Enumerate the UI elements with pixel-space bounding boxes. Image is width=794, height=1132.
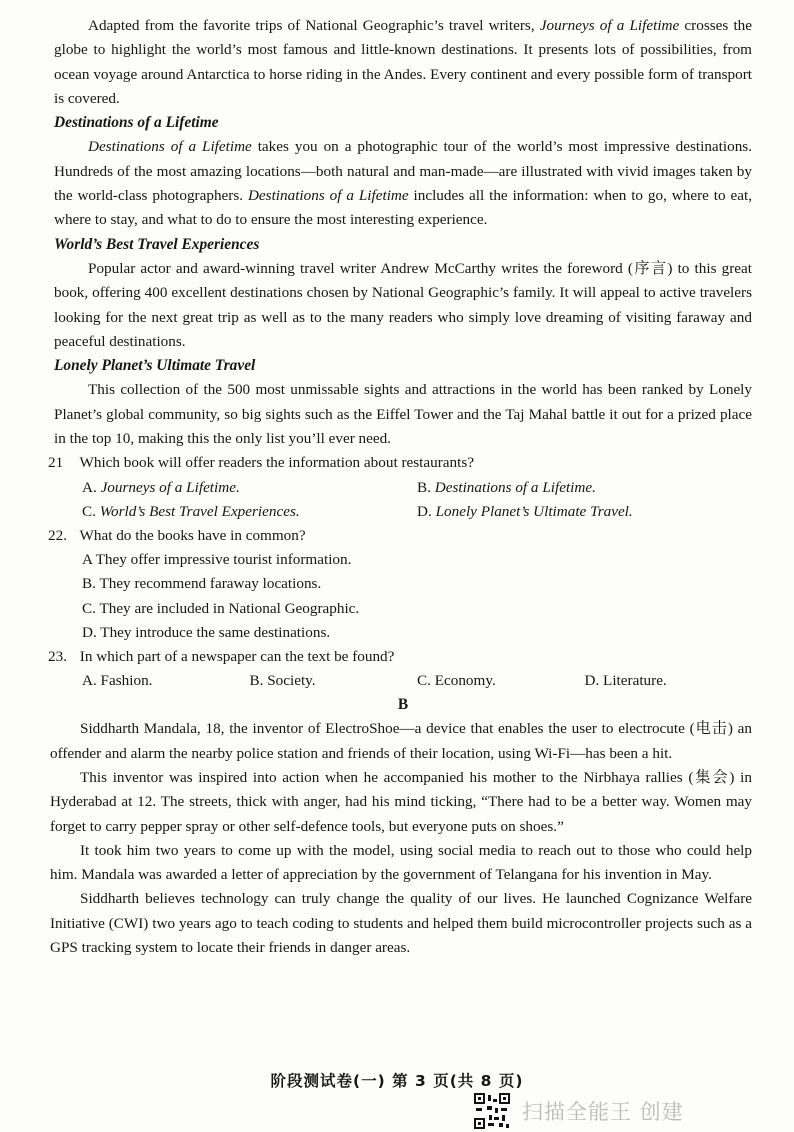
question-stem: Which book will offer readers the information about restaurants?: [79, 454, 474, 472]
option-a[interactable]: A They offer impressive tourist information.: [82, 551, 352, 569]
intro-paragraph: Adapted from the favorite trips of National Geographic’s travel writers, Journeys of a Lifetime crosses the globe to highlight the world’s most famous and little-known destinations. It presents lots of possibilities, from ocean voyage around Antarctica to horse riding in the Andes. Every continent and every possible form of transport is covered.: [54, 17, 752, 107]
book-paragraph-destinations: Destinations of a Lifetime takes you on a photographic tour of the world’s most impressive destinations. Hundreds of the most amazing locations—both natural and man-made—are illustrated with vivid images taken by the world-class photographers. Destinations of a Lifetime includes all the information: when to go, where to eat, where to stay, and what to do to ensure the most interesting experience.: [54, 138, 752, 229]
question-23: [48, 645, 752, 669]
passage-b-paragraph-2: This inventor was inspired into action when he accompanied his mother to the Nirbhaya rallies (集会) in Hyderabad at 12. The streets, thick with anger, had his mind ticking, “There had to be a better way. Women may forget to carry pepper spray or other self-defence tools, but everyone puts on shoes.”: [50, 768, 752, 835]
book-title-journeys: Journeys of a Lifetime: [539, 17, 680, 34]
option-b[interactable]: B. Society.: [249, 672, 316, 690]
question-number: 21: [48, 454, 64, 472]
scanner-watermark: [474, 1092, 684, 1130]
options-row: [54, 500, 752, 524]
options-row: [54, 476, 752, 500]
watermark-text: 扫描全能王 创建: [522, 1100, 684, 1124]
option-c[interactable]: C. World’s Best Travel Experiences.: [82, 502, 300, 520]
option-b[interactable]: B. Destinations of a Lifetime.: [417, 478, 596, 496]
question-number: 22.: [48, 526, 67, 544]
passage-b-paragraph-1: Siddharth Mandala, 18, the inventor of ElectroShoe—a device that enables the user to electrocute (电击) an offender and alarm the nearby police station and friends of their location, using Wi-Fi—has been a hit.: [50, 720, 752, 762]
book-heading-destinations: Destinations of a Lifetime: [54, 114, 219, 132]
page-footer: 阶段测试卷(一) 第 3 页(共 8 页): [270, 1072, 524, 1090]
option-d[interactable]: D. They introduce the same destinations.: [82, 623, 331, 641]
exam-page: [48, 14, 752, 960]
question-stem: In which part of a newspaper can the text be found?: [79, 647, 395, 665]
question-number: 23.: [48, 647, 67, 665]
book-paragraph-lonely-planet: This collection of the 500 most unmissable sights and attractions in the world has been ranked by Lonely Planet’s global community, so big sights such as the Eiffel Tower and the Taj Mahal battle it out for a prized place in the top 10, making this the only list you’ll ever need.: [54, 381, 752, 448]
passage-b-paragraph-3: It took him two years to come up with the model, using social media to reach out to those who could help him. Mandala was awarded a letter of appreciation by the government of Telangana for his invention in May.: [50, 841, 752, 884]
option-b[interactable]: B. They recommend faraway locations.: [82, 575, 322, 593]
qr-code-icon: [474, 1093, 510, 1129]
option-d[interactable]: D. Lonely Planet’s Ultimate Travel.: [417, 502, 633, 520]
option-c[interactable]: C. Economy.: [417, 672, 496, 690]
book-heading-lonely-planet: Lonely Planet’s Ultimate Travel: [54, 357, 256, 375]
option-c[interactable]: C. They are included in National Geographic.: [82, 599, 360, 617]
section-b-label: B: [397, 696, 409, 714]
passage-b-paragraph-4: Siddharth believes technology can truly change the quality of our lives. He launched Cognizance Welfare Initiative (CWI) two years ago to teach coding to students and helped them build microcontroller projects such as a GPS tracking system to locate their friends in danger areas.: [50, 890, 752, 957]
question-22: [48, 524, 752, 548]
options-row: [54, 669, 752, 693]
option-a[interactable]: A. Journeys of a Lifetime.: [82, 478, 240, 496]
book-heading-worlds-best: World’s Best Travel Experiences: [54, 235, 260, 253]
question-stem: What do the books have in common?: [79, 526, 306, 544]
book-paragraph-worlds-best: Popular actor and award-winning travel writer Andrew McCarthy writes the foreword (序言) to this great book, offering 400 excellent destinations chosen by National Geographic’s family. It will appeal to active travelers looking for the next great trip as well as to the many readers who simply love dreaming of visiting faraway and peaceful destinations.: [54, 259, 752, 350]
option-a[interactable]: A. Fashion.: [82, 672, 153, 690]
option-d[interactable]: D. Literature.: [584, 672, 667, 690]
question-21: [48, 451, 752, 475]
